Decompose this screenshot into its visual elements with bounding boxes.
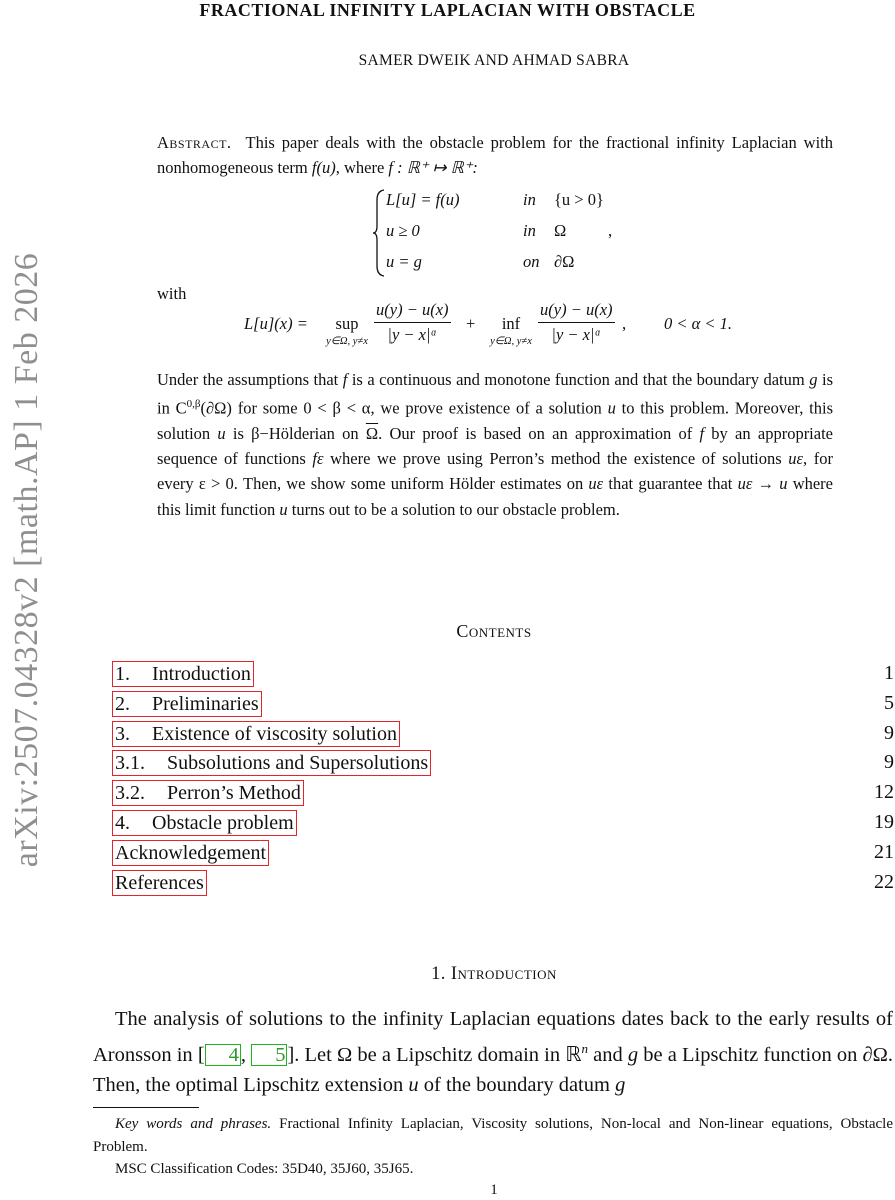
inf-label: inf [501, 314, 521, 333]
fraction-numerator: u(y) − u(x) [374, 300, 451, 323]
abstract-text: to this problem. Moreover, this solution [157, 398, 833, 443]
system-lhs: u ≥ 0 [386, 221, 420, 240]
toc-row [112, 869, 894, 899]
fraction-numerator: u(y) − u(x) [538, 300, 615, 323]
formula-condition: 0 < α < 1. [664, 314, 733, 333]
system-domain: Ω [554, 221, 567, 240]
math-convergence: uε → u [737, 474, 788, 494]
toc-label: References [115, 871, 204, 894]
formula-comma: , [622, 314, 627, 333]
toc-link-acknowledgement[interactable] [112, 840, 269, 866]
system-cond: in [523, 190, 536, 209]
math-g: g [615, 1073, 626, 1096]
system-lhs: u = g [386, 252, 422, 271]
math-n: n [581, 1041, 588, 1056]
body-text: ]. Let Ω be a Lipschitz domain in ℝ [287, 1043, 582, 1066]
abstract-math-fu: f(u) [311, 158, 336, 177]
abstract-label: Abstract. [157, 133, 232, 152]
toc-row [112, 749, 894, 779]
toc-link-perron[interactable] [112, 780, 304, 806]
toc-number: 1. [115, 663, 130, 685]
toc-row [112, 720, 894, 750]
abstract-text: is a continuous and monotone function and that the boundary datum [347, 370, 810, 389]
holder-exponent: 0,β [186, 398, 201, 411]
paper-title: FRACTIONAL INFINITY LAPLACIAN WITH OBSTACLE [199, 0, 696, 20]
system-domain: ∂Ω [554, 252, 575, 271]
abstract-text: . Our proof is based on an approximation of [378, 423, 700, 443]
toc-link-obstacle[interactable] [112, 810, 297, 836]
system-comma: , [608, 221, 613, 240]
math-u-eps: uε [788, 449, 804, 469]
math-omega-closure: $\overline{\Omega}$ [365, 423, 379, 443]
abstract-text: This paper deals with the obstacle problem for the fractional infinity Laplacian with nonhomogeneous term [157, 133, 833, 177]
body-text: , [240, 1043, 252, 1066]
toc-page-number: 19 [874, 810, 894, 833]
body-text: be a Lipschitz function on ∂Ω. Then, the optimal Lipschitz extension [93, 1043, 894, 1096]
body-text: The analysis of solutions to the infinity Laplacian equations dates back to the early results of Aronsson in [ [93, 1008, 893, 1066]
abstract-text: is β−Hölderian on [225, 423, 366, 443]
math-f: f [699, 423, 705, 443]
abstract-text: is in C [157, 370, 833, 418]
system-lhs: L[u] = f(u) [386, 190, 460, 209]
fraction [374, 300, 451, 345]
formula-plus: + [466, 314, 476, 333]
abstract-text: , where [335, 158, 389, 177]
toc-link-subsolutions[interactable] [112, 750, 431, 776]
abstract-intro [157, 130, 833, 180]
toc-label: Existence of viscosity solution [152, 722, 397, 745]
citation-link[interactable]: 5 [251, 1044, 287, 1066]
toc-page-number: 22 [874, 870, 894, 893]
section-number: 1. [431, 964, 446, 984]
toc-page-number: 5 [884, 691, 894, 714]
keywords-text: Fractional Infinity Laplacian, Viscosity solutions, Non-local and Non-linear equations, Obstacle Problem. [93, 1116, 893, 1155]
sup-subscript: y∈Ω, y≠x [326, 336, 368, 347]
toc-page-number: 1 [884, 662, 894, 684]
fraction [538, 300, 615, 345]
toc-row [112, 809, 894, 839]
with-text: with [157, 284, 187, 303]
toc-page-number: 12 [874, 781, 894, 804]
system-cond: on [523, 252, 540, 271]
toc-number: 3.2. [115, 782, 145, 805]
math-u-eps: uε [588, 474, 604, 494]
abstract-text: , for every ε > 0. Then, we show some uniform Hölder estimates on [157, 449, 833, 494]
toc-label: Subsolutions and Supersolutions [167, 752, 429, 775]
left-brace-icon [372, 188, 386, 278]
toc-page-number: 21 [874, 840, 894, 863]
math-u: u [607, 398, 616, 418]
fraction-denominator: |y − x|ᵅ [551, 325, 602, 344]
table-of-contents [112, 660, 894, 898]
toc-row [112, 660, 894, 690]
toc-row [112, 839, 894, 869]
toc-number: 3. [115, 722, 130, 745]
abstract-text: by an appropriate sequence of functions [157, 423, 833, 469]
arxiv-identifier: arXiv:2507.04328v2 [math.AP] 1 Feb 2026 [8, 252, 45, 868]
obstacle-system [372, 188, 632, 280]
toc-link-references[interactable] [112, 870, 207, 896]
citation-link[interactable]: 4 [205, 1044, 241, 1066]
fraction-denominator: |y − x|ᵅ [387, 325, 438, 344]
math-g: g [627, 1043, 639, 1066]
body-text: of the boundary datum [418, 1073, 616, 1096]
paper-authors: SAMER DWEIK AND AHMAD SABRA [358, 52, 630, 69]
inf-subscript: y∈Ω, y≠x [490, 336, 532, 347]
toc-label: Preliminaries [152, 692, 259, 715]
toc-label: Perron’s Method [167, 782, 301, 805]
math-f: f [342, 370, 348, 389]
operator-formula [244, 300, 764, 352]
toc-label: Acknowledgement [115, 841, 267, 864]
toc-link-existence[interactable] [112, 721, 400, 747]
sup-operator [318, 315, 376, 347]
page-number: 1 [490, 1182, 498, 1198]
math-g: g [809, 370, 818, 389]
toc-link-introduction[interactable] [112, 661, 254, 687]
system-cond: in [523, 221, 536, 240]
toc-link-preliminaries[interactable] [112, 691, 262, 717]
toc-number: 4. [115, 811, 130, 834]
toc-label: Obstacle problem [152, 811, 294, 834]
math-u: u [408, 1073, 419, 1096]
contents-heading: Contents [456, 621, 532, 641]
footnote-divider [93, 1107, 199, 1108]
keywords-label: Key words and phrases. [115, 1116, 272, 1132]
formula-lhs: L[u](x) = [244, 314, 308, 333]
abstract-text: that guarantee that [603, 474, 738, 494]
abstract-text: turns out to be a solution to our obstacle problem. [287, 499, 620, 519]
abstract-text: where we prove using Perron’s method the existence of solutions [323, 449, 789, 469]
section-title: Introduction [450, 964, 557, 984]
toc-page-number: 9 [884, 751, 894, 774]
body-text: and [587, 1043, 628, 1066]
toc-number: 2. [115, 692, 130, 715]
toc-number: 3.1. [115, 752, 145, 775]
abstract-text: where this limit function [157, 474, 834, 519]
keywords-footnote [93, 1113, 893, 1159]
toc-row [112, 690, 894, 720]
abstract-text: (∂Ω) for some 0 < β < α, we prove existence of a solution [200, 398, 608, 418]
toc-row [112, 779, 894, 809]
inf-operator [482, 315, 540, 347]
abstract-math-map: f : ℝ⁺ ↦ ℝ⁺: [388, 158, 478, 177]
abstract-text: Under the assumptions that [157, 370, 343, 389]
toc-label: Introduction [152, 663, 251, 685]
abstract-body [157, 367, 833, 522]
system-domain: {u > 0} [554, 190, 604, 209]
math-u: u [217, 423, 226, 443]
introduction-paragraph [93, 1004, 893, 1100]
msc-footnote: MSC Classification Codes: 35D40, 35J60, 35J65. [115, 1161, 414, 1177]
sup-label: sup [335, 314, 359, 333]
math-f-eps: fε [312, 449, 324, 469]
section-heading [0, 964, 895, 985]
math-u: u [279, 499, 288, 519]
toc-page-number: 9 [884, 721, 894, 744]
